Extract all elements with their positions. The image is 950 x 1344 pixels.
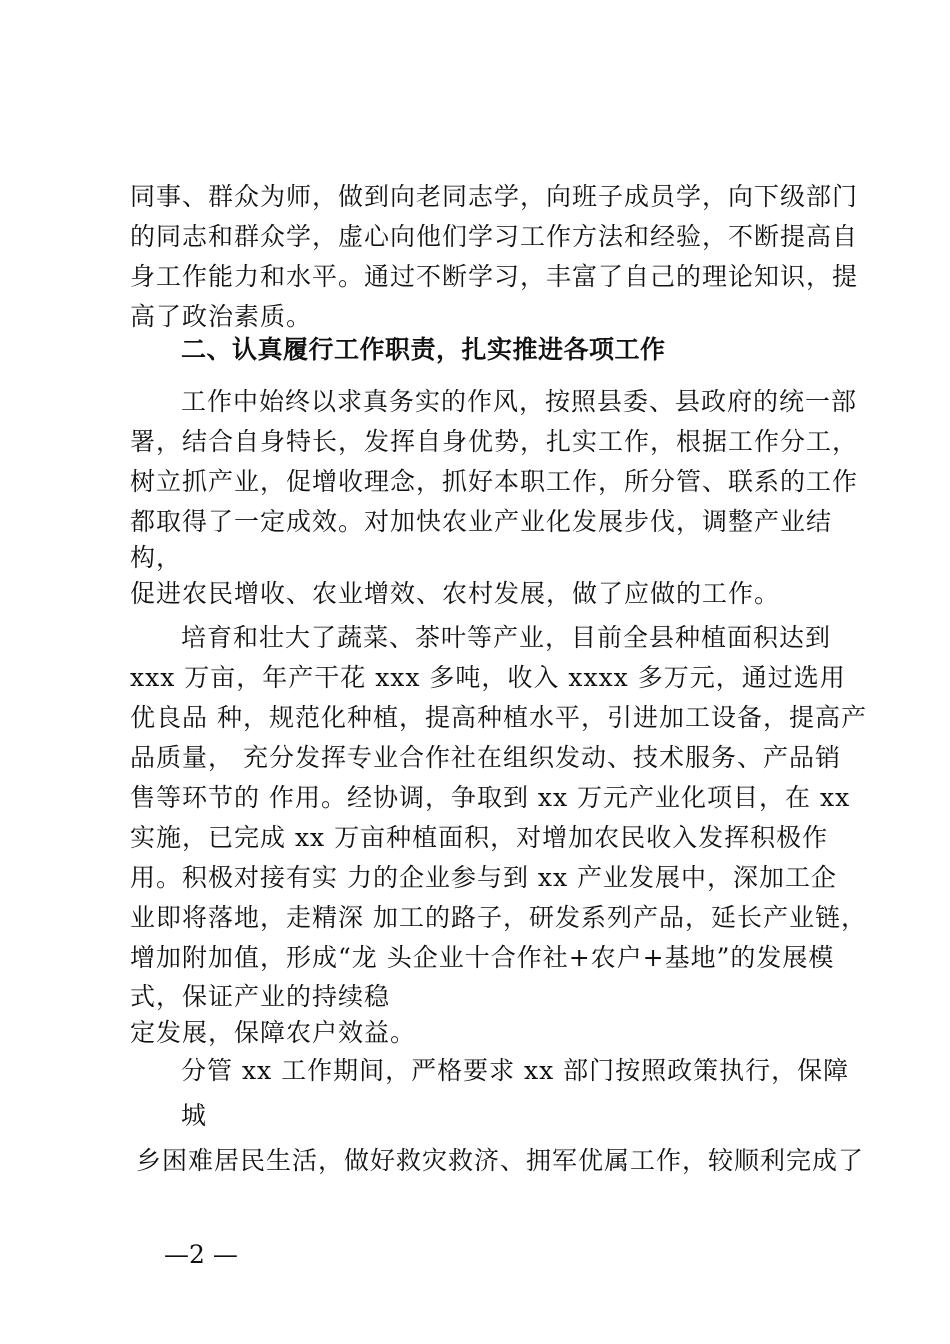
body-text-line: 定发展，保障农户效益。: [130, 1018, 417, 1047]
body-text-line: 式，保证产业的持续稳: [130, 982, 391, 1011]
body-text-line: 都取得了一定成效。对加快农业产业化发展步伐，调整产业结: [130, 507, 833, 536]
body-text-line: 树立抓产业，促增收理念，抓好本职工作，所分管、联系的工作: [130, 467, 859, 496]
body-text-line: 署，结合自身特长，发挥自身优势，扎实工作，根据工作分工，: [130, 427, 859, 456]
body-text-line: 身工作能力和水平。通过不断学习，丰富了自己的理论知识，提: [130, 262, 859, 291]
body-text-line: 同事、群众为师，做到向老同志学，向班子成员学，向下级部门: [130, 182, 859, 211]
body-text-line: xxx 万亩，年产干花 xxx 多吨，收入 xxxx 多万元，通过选用: [130, 663, 846, 692]
body-text-line: 的同志和群众学，虚心向他们学习工作方法和经验，不断提高自: [130, 222, 859, 251]
section-heading: 二、认真履行工作职责，扎实推进各项工作: [181, 335, 666, 364]
body-text-line: 增加附加值，形成“龙 头企业十合作社+农户+基地”的发展模: [130, 943, 835, 972]
body-text-line: 乡困难居民生活，做好救灾救济、拥军优属工作，较顺利完成了: [136, 1146, 865, 1175]
body-text-line: 售等环节的 作用。经协调，争取到 xx 万元产业化项目，在 xx: [130, 783, 851, 812]
body-text-line: 高了政治素质。: [130, 302, 313, 331]
paragraph-first-line: 培育和壮大了蔬菜、茶叶等产业，目前全县种植面积达到: [181, 623, 832, 652]
body-text-line: 优良品 种，规范化种植，提高种植水平，引进加工设备，提高产: [130, 703, 867, 732]
body-text-line: 品质量， 充分发挥专业合作社在组织发动、技术服务、产品销: [130, 743, 841, 772]
body-text-line: 用。积极对接有实 力的企业参与到 xx 产业发展中，深加工企: [130, 863, 838, 892]
body-text-line: 构，: [130, 543, 183, 572]
paragraph-first-line: 工作中始终以求真务实的作风，按照县委、县政府的统一部: [181, 387, 858, 416]
body-text-line: 城: [181, 1101, 208, 1130]
body-text-line: 实施，已完成 xx 万亩种植面积，对增加农民收入发挥积极作: [130, 823, 829, 852]
page-number: —2 —: [164, 1240, 238, 1269]
body-text-line: 促进农民增收、农业增效、农村发展，做了应做的工作。: [130, 579, 781, 608]
body-text-line: 业即将落地，走精深 加工的路子，研发系列产品，延长产业链，: [130, 903, 867, 932]
paragraph-first-line: 分管 xx 工作期间，严格要求 xx 部门按照政策执行，保障: [181, 1056, 850, 1085]
